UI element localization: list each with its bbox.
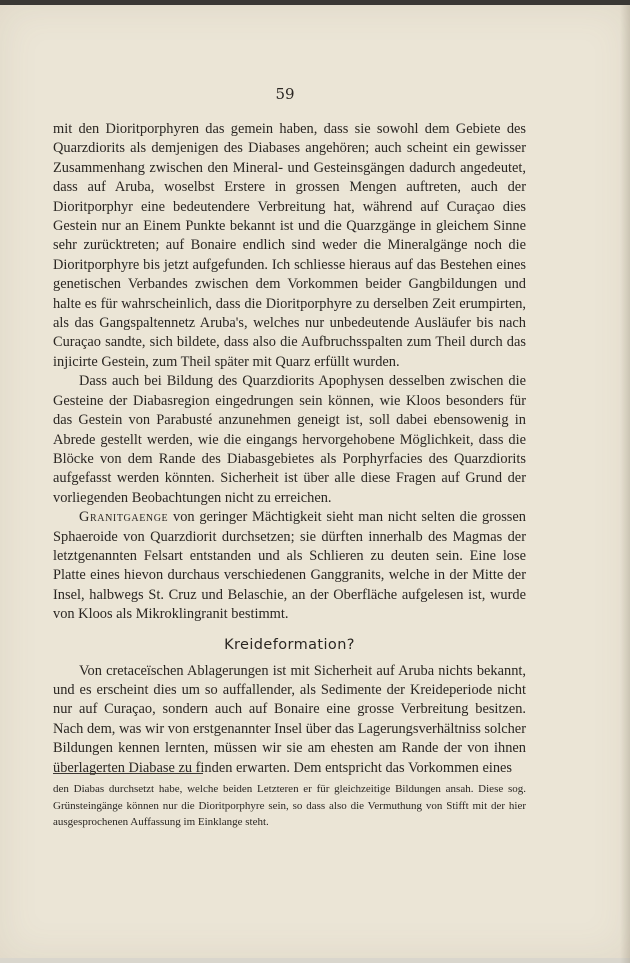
paragraph-1: mit den Dioritporphyren das gemein haben, dass sie sowohl dem Gebiete des Quarzdiorits als demjenigen des Diabases angehören; auch scheint ein gewisser Zusammenhang zwischen den Mineral- und Gesteinsgängen dadurch angedeutet, dass auf Aruba, woselbst Erstere in grossen Mengen auftreten, auch der Dioritporphyr eine bedeutendere Verbreitung hat, während auf Curaçao dies Gestein nur an Einem Punkte bekannt ist und die Quarzgänge in gleichem Sinne sehr zurücktreten; auf Bonaire endlich sind weder die Mineralgänge noch die Dioritporphyre bis jetzt aufgefunden. Ich schliesse hieraus auf das Bestehen eines genetischen Verbandes zwischen dem Vorkommen beider Gangbildungen und halte es für wahrscheinlich, dass die Dioritporphyre zu derselben Zeit erumpirten, als das Gangspaltennetz Aruba's, welches nur unbedeutende Ausläufer bis nach Curaçao sandte, sich bildete, dass also die Aufbruchsspalten zum Theil durch das injicirte Gestein, zum Theil später mit Quarz erfüllt wurden. — [53, 121, 526, 370]
footnote-text: den Diabas durchsetzt habe, welche beiden Letzteren er für gleichzeitige Bildungen ansah. Diese sog. Grünsteingänge können nur die Dioritporphyre sein, so dass also die Vermuthung von Stifft mit der hier ausgesprochenen Auffassung im Einklange steht. — [53, 783, 526, 828]
paragraph-3 — [53, 508, 526, 624]
page-number: 59 — [275, 85, 295, 103]
section-heading: Kreideformation? — [224, 636, 355, 653]
main-text — [53, 120, 526, 778]
scan-edge-shadow — [620, 5, 630, 963]
paragraph-3-text: von geringer Mächtigkeit sieht man nicht selten die grossen Sphaeroide von Quarzdiorit durchsetzen; sie dürften innerhalb des Magmas der letztgenannten Felsart entstanden und als Schlieren zu deuten sein. Eine lose Platte eines hievon durchaus verschiedenen Ganggranits, welche in der Mitte der Insel, halbwegs St. Cruz und Belaschie, an der Oberfläche aufgelesen ist, wurde von Kloos als Mikroklingranit bestimmt. — [53, 509, 526, 623]
paragraph-3-lead: Granitgaenge — [79, 509, 169, 526]
paragraph-4: Von cretaceïschen Ablagerungen ist mit Sicherheit auf Aruba nichts bekannt, und es erscheint dies um so auffallender, als Sedimente der Kreideperiode nicht nur auf Curaçao, sondern auch auf Bonaire eine grosse Verbreitung besitzen. Nach dem, was wir von erstgenannter Insel über das Lagerungsverhältniss solcher Bildungen kennen lernten, müssen wir sie am ehesten am Rande der von ihnen überlagerten Diabase zu finden erwarten. Dem entspricht das Vorkommen eines — [53, 662, 526, 776]
footnote — [53, 781, 526, 831]
footnote-rule — [53, 773, 203, 774]
paragraph-2: Dass auch bei Bildung des Quarzdiorits Apophysen desselben zwischen die Gesteine der Diabasregion eingedrungen sein können, wie Kloos besonders für das Gestein von Parabusté anzunehmen geneigt ist, soll dabei ebensowenig in Abrede gestellt werden, wie die eingangs hervorgehobene Möglichkeit, dass die Blöcke von dem Rande des Diabasgebietes als Porphyrfacies des Quarzdiorits aufgefasst werden könnten. Sicherheit ist über alle diese Fragen auf Grund der vorliegenden Beobachtungen nicht zu erreichen. — [53, 373, 526, 506]
